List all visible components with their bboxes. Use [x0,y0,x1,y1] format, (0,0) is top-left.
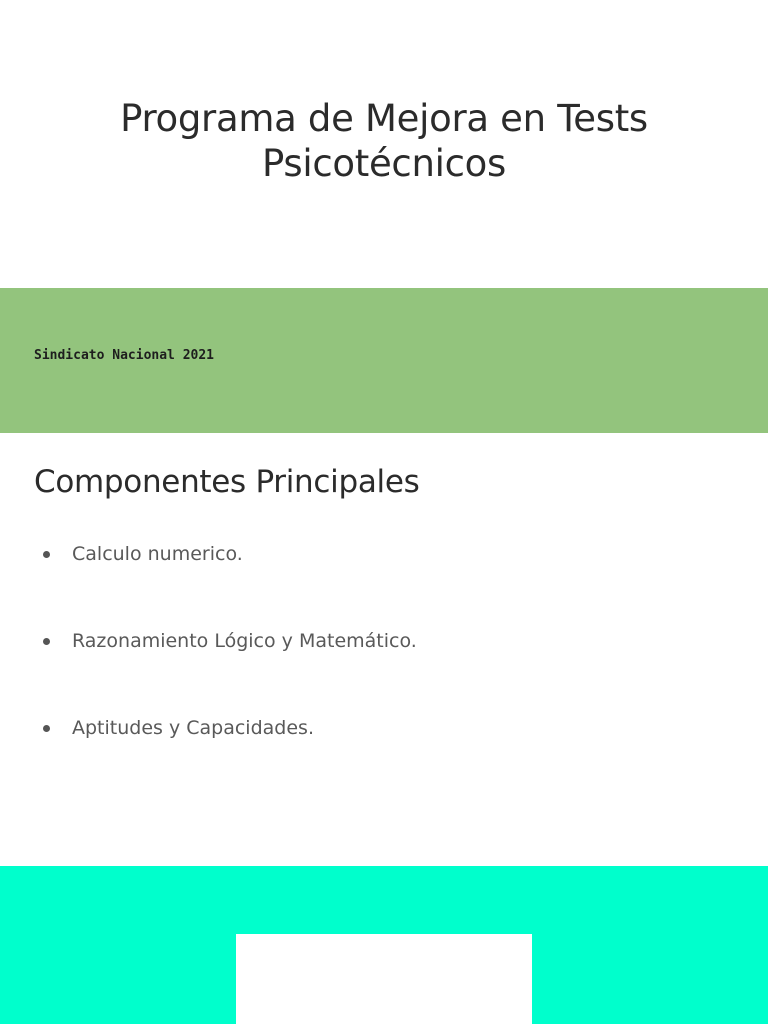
title-line-1: Programa de Mejora en Tests [120,97,648,140]
bullet-icon [43,638,50,645]
page-title [0,96,768,186]
bullet-icon [43,725,50,732]
green-banner [0,288,768,433]
section-heading: Componentes Principales [34,464,420,500]
white-card-block [236,934,532,1024]
banner-label: Sindicato Nacional 2021 [34,348,215,363]
list-item-text: Razonamiento Lógico y Matemático. [72,630,417,652]
teal-footer-band [0,866,768,1024]
bullet-icon [43,551,50,558]
list-item-text: Calculo numerico. [72,543,243,565]
title-line-2: Psicotécnicos [262,142,506,185]
title-block [0,96,768,186]
list-item-text: Aptitudes y Capacidades. [72,717,314,739]
